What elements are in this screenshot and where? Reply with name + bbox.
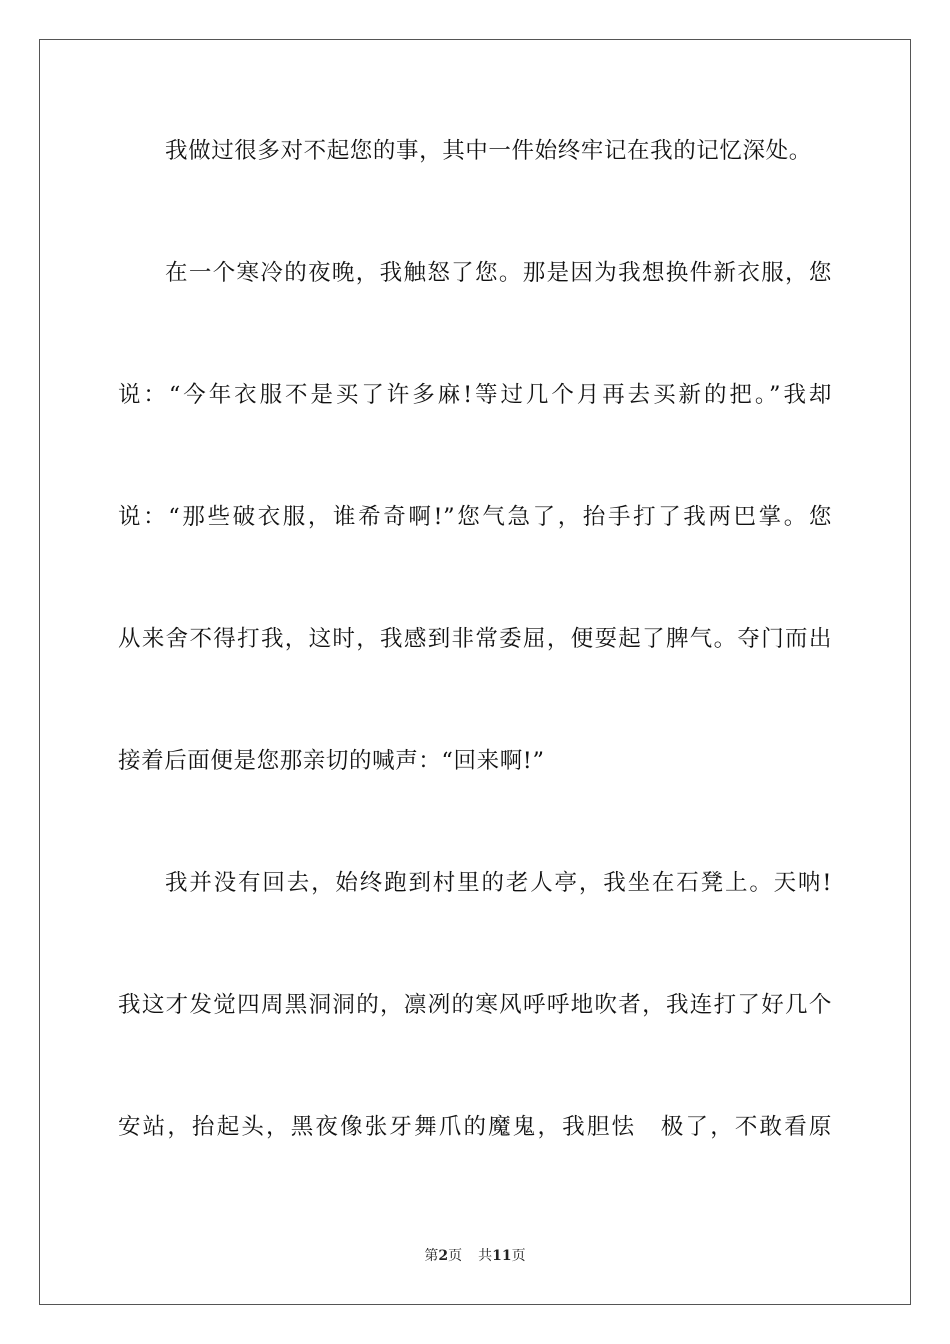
page-number: 2 <box>438 1248 449 1264</box>
total-suffix: 页 <box>511 1248 526 1264</box>
text-line-4: 说：“那些破衣服，谁希奇啊!”您气急了，抬手打了我两巴掌。您 <box>118 504 832 530</box>
text-line-2: 在一个寒冷的夜晚，我触怒了您。那是因为我想换件新衣服，您 <box>165 260 832 286</box>
page-suffix: 页 <box>448 1248 463 1264</box>
text-line-7: 我并没有回去，始终跑到村里的老人亭，我坐在石凳上。天呐! <box>165 870 832 896</box>
text-line-5: 从来舍不得打我，这时，我感到非常委屈，便耍起了脾气。夺门而出 <box>118 626 832 652</box>
page-footer <box>0 1247 950 1265</box>
text-line-3: 说：“今年衣服不是买了许多麻!等过几个月再去买新的把。”我却 <box>118 382 832 408</box>
text-line-6: 接着后面便是您那亲切的喊声：“回来啊!” <box>118 748 545 774</box>
text-line-8: 我这才发觉四周黑洞洞的，凛冽的寒风呼呼地吹者，我连打了好几个 <box>118 992 832 1018</box>
text-line-1: 我做过很多对不起您的事，其中一件始终牢记在我的记忆深处。 <box>165 138 812 164</box>
total-prefix: 共 <box>478 1248 493 1264</box>
page-total: 11 <box>492 1248 512 1264</box>
page-prefix: 第 <box>424 1248 439 1264</box>
text-line-9: 安站，抬起头，黑夜像张牙舞爪的魔鬼，我胆怯 极了，不敢看原 <box>118 1114 832 1140</box>
